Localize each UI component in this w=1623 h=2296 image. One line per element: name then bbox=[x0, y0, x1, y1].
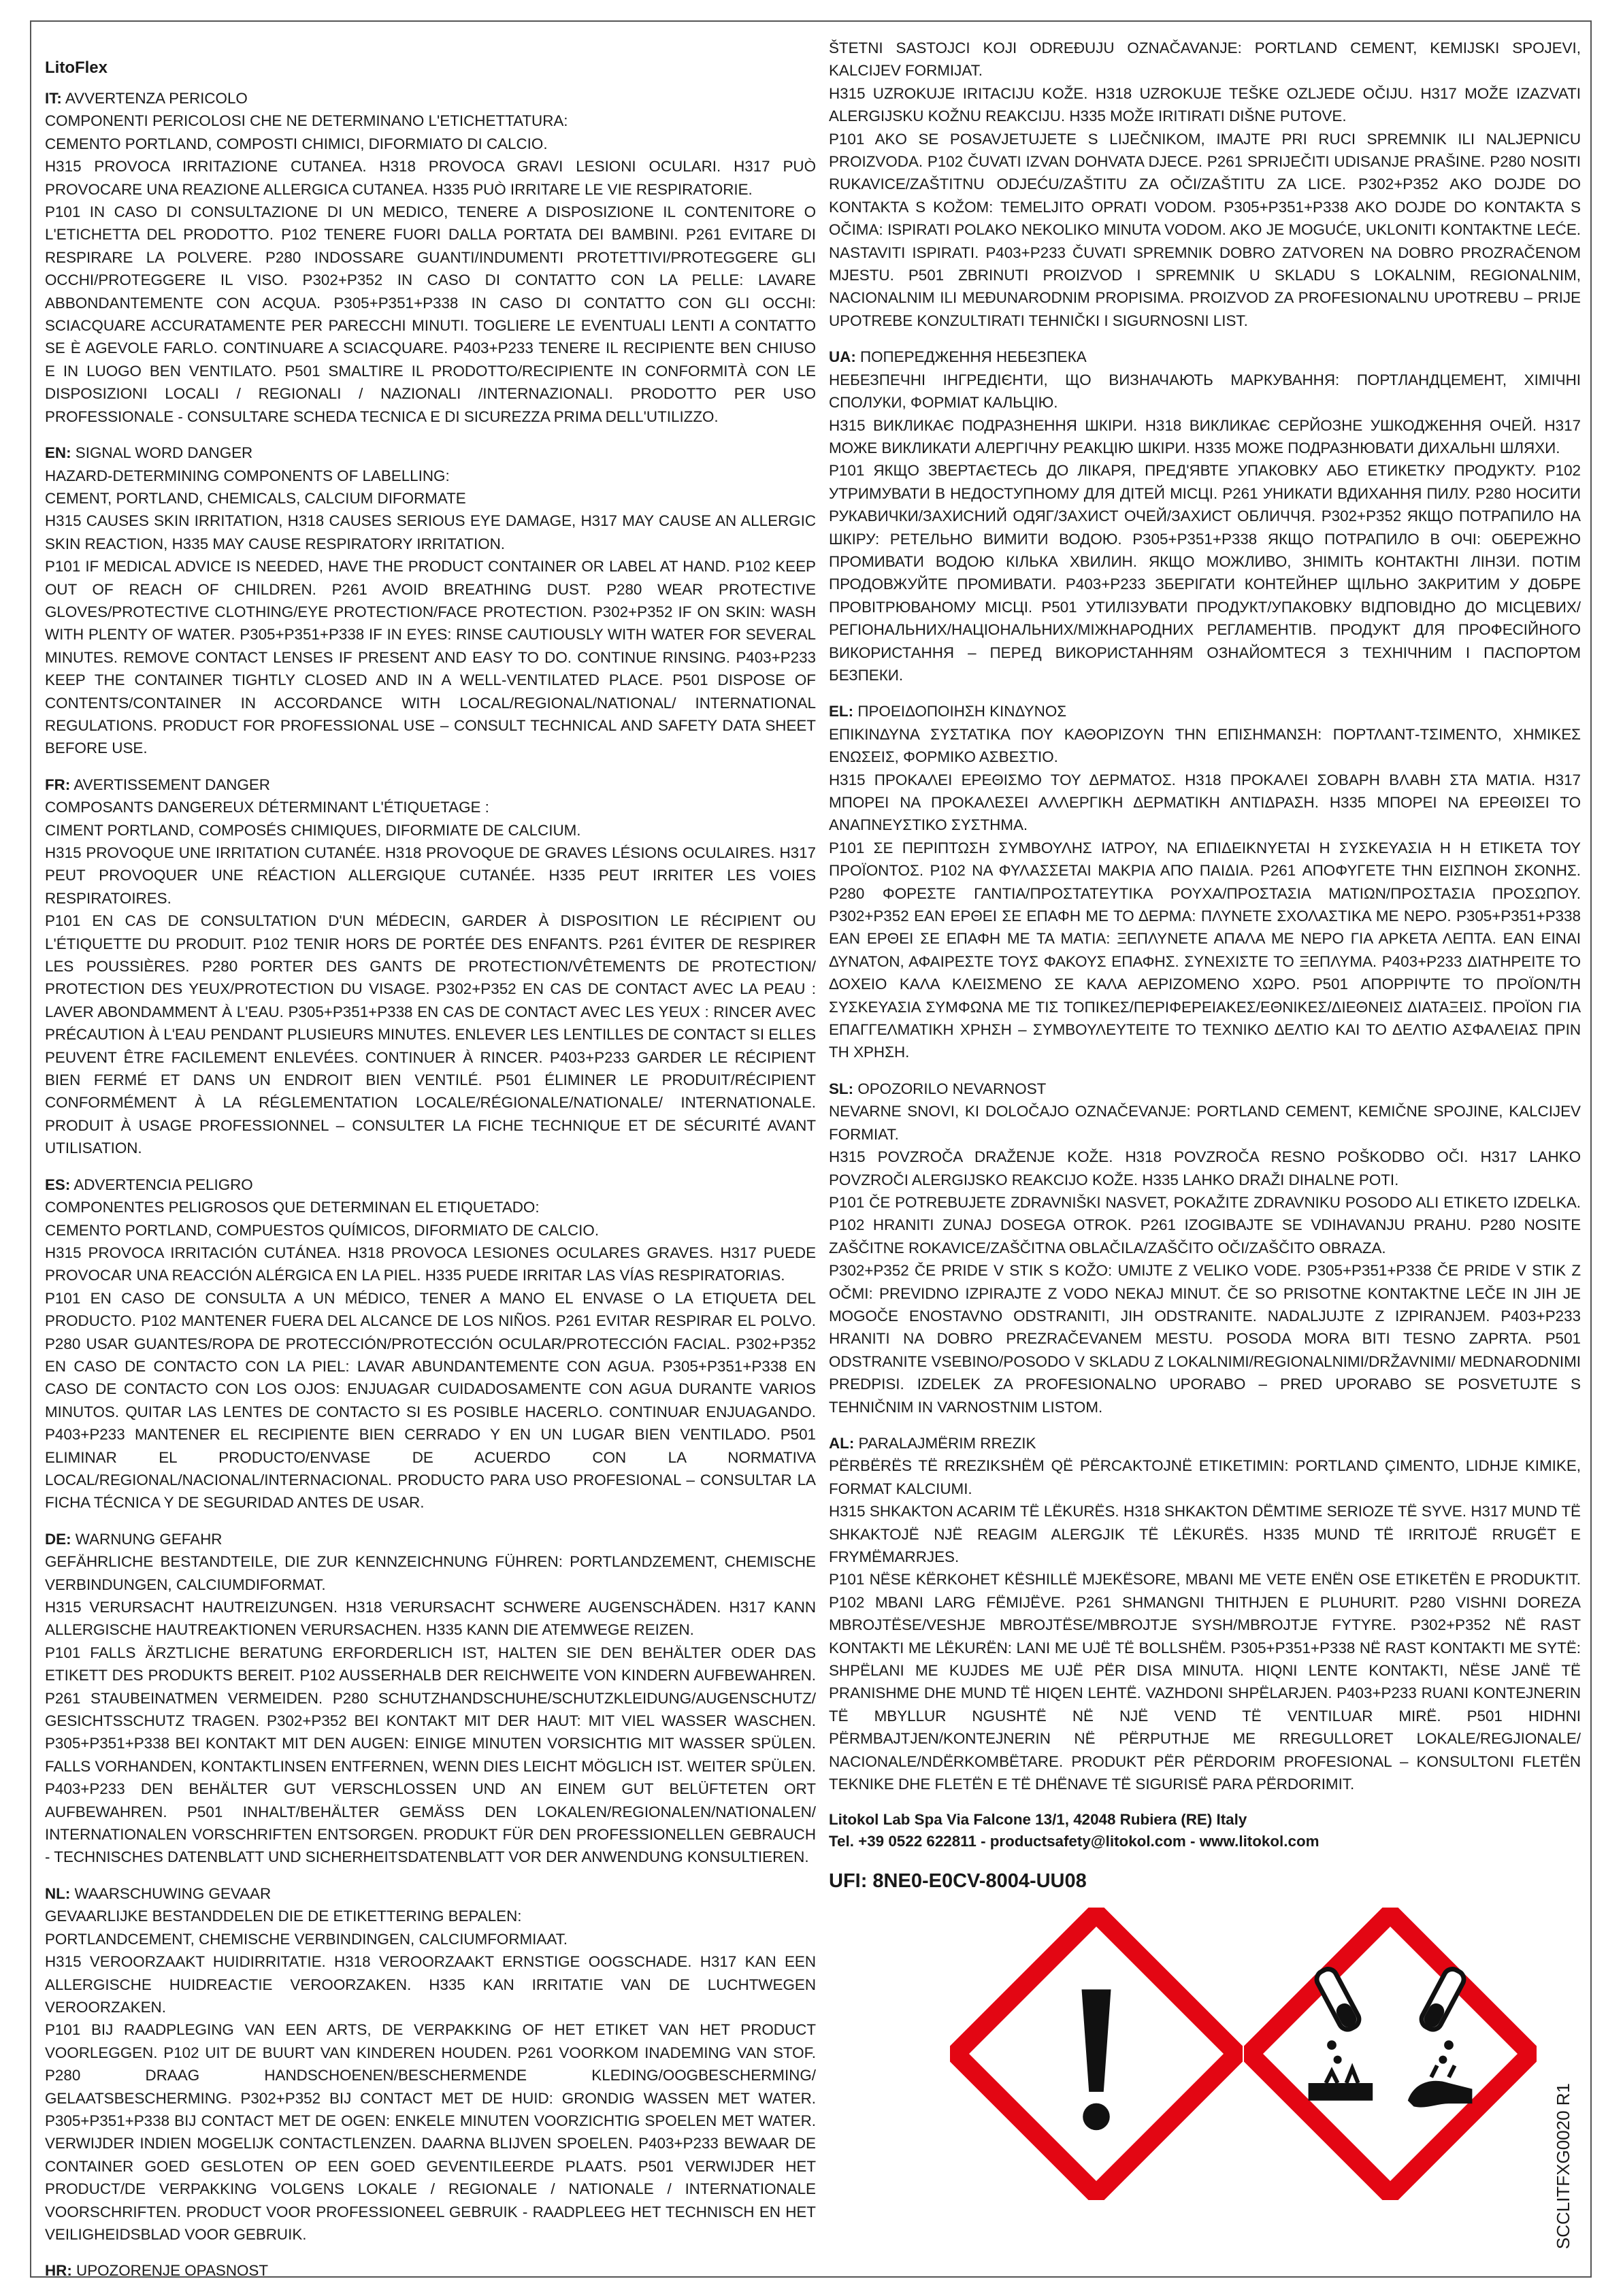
hazard-text: H315 VERURSACHT HAUTREIZUNGEN. H318 VERURSACHT SCHWERE AUGENSCHÄDEN. H317 KANN ALLERGISCHE HAUTREAKTIONEN VERURSACHEN. H335 KANN DIE ATEMWEGE REIZEN. bbox=[45, 1599, 816, 1639]
left-column bbox=[45, 37, 816, 2296]
language-code: EL: bbox=[829, 703, 854, 720]
hazard-text: H315 PROVOCA IRRITACIÓN CUTÁNEA. H318 PROVOCA LESIONES OCULARES GRAVES. H317 PUEDE PROVOCAR UNA REACCIÓN ALÉRGICA EN LA PIEL. H335 PUEDE IRRITAR LAS VÍAS RESPIRATORIAS. bbox=[45, 1244, 816, 1284]
hazard-text: CEMENTO PORTLAND, COMPUESTOS QUÍMICOS, DIFORMIATO DE CALCIO. bbox=[45, 1221, 600, 1239]
hazard-text: COMPONENTI PERICOLOSI CHE NE DETERMINANO L'ETICHETTATURA: bbox=[45, 112, 568, 130]
signal-word: AVVERTENZA PERICOLO bbox=[65, 90, 248, 107]
exclamation-mark-icon bbox=[950, 1908, 1243, 2200]
hazard-text: H315 VEROORZAAKT HUIDIRRITATIE. H318 VEROORZAAKT ERNSTIGE OOGSCHADE. H317 KAN EEN ALLERGISCHE HUIDREACTIE VEROORZAKEN. H335 KAN IRRITATIE VAN DE LUCHTWEGEN VEROORZAKEN. bbox=[45, 1953, 816, 2016]
document-code: SCCLITFXG0020 R1 bbox=[1553, 2082, 1573, 2249]
section-hr bbox=[45, 2259, 816, 2282]
ufi-code: UFI: 8NE0-E0CV-8004-UU08 bbox=[829, 1870, 1087, 1893]
hazard-text: P101 NËSE KËRKOHET KËSHILLË MJEKËSORE, MBANI ME VETE ENËN OSE ETIKETËN E PRODUKTIT. P102 MBANI LARG FËMIJËVE. P261 SHMANGNI THITHJEN E PLUHURIT. P280 VISHNI DOREZA MBROJTËSE/VESHJE MBROJTËSE/MBROJTJE SYSH/MBROJTJE FYTYRE. P302+P352 NË RAST KONTAKTI ME LËKURËN: LANI ME UJË TË BOLLSHËM. P305+P351+P338 NË RAST KONTAKTI ME SYTË: SHPËLANI ME KUJDES ME UJË PËR DISA MINUTA. HIQNI LENTE KONTAKTI, NËSE JANË TË PRANISHME DHE MUND TË HIQEN LEHTË. VAZHDONI SHPËLARJEN. P403+P233 RUANI KONTEJNERIN TË MBYLLUR NGUSHTË NË NJË VEND TË VENTILUAR MIRË. P501 HIDHNI PËRMBAJTJEN/KONTEJNERIN NË PËRPUTHJE ME RREGULLORET LOKALE/REGJIONALE/ NACIONALE/NDËRKOMBËTARE. PRODUKT PËR PËRDORIM PROFESIONAL – KONSULTONI FLETËN TEKNIKE DHE FLETËN E TË DHËNAVE TË SIGURISË PARA PËRDORIMIT. bbox=[829, 1571, 1581, 1793]
section-sl bbox=[829, 1078, 1581, 1418]
section-heading bbox=[45, 442, 816, 464]
signal-word: PARALAJMËRIM RREZIK bbox=[858, 1434, 1036, 1452]
hazard-text: P101 EN CAS DE CONSULTATION D'UN MÉDECIN, GARDER À DISPOSITION LE RÉCIPIENT OU L'ÉTIQUETTE DU PRODUIT. P102 TENIR HORS DE PORTÉE DES ENFANTS. P261 ÉVITER DE RESPIRER LES POUSSIÈRES. P280 PORTER DES GANTS DE PROTECTION/VÊTEMENTS DE PROTECTION/ PROTECTION DES YEUX/PROTECTION DU VISAGE. P302+P352 EN CAS DE CONTACT AVEC LA PEAU : LAVER ABONDAMMENT À L'EAU. P305+P351+P338 EN CAS DE CONTACT AVEC LES YEUX : RINCER AVEC PRÉCAUTION À L'EAU PENDANT PLUSIEURS MINUTES. ENLEVER LES LENTILLES DE CONTACT SI ELLES PEUVENT ÊTRE FACILEMENT ENLEVÉES. CONTINUER À RINCER. P403+P233 GARDER LE RÉCIPIENT BIEN FERMÉ ET DANS UN ENDROIT BIEN VENTILÉ. P501 ÉLIMINER LE PRODUIT/RÉCIPIENT CONFORMÉMENT À LA RÉGLEMENTATION LOCALE/RÉGIONALE/NATIONALE/ INTERNATIONALE. PRODUIT À USAGE PROFESSIONNEL – CONSULTER LA FICHE TECHNIQUE ET DE SÉCURITÉ AVANT UTILISATION. bbox=[45, 912, 816, 1157]
hazard-text: P101 ČE POTREBUJETE ZDRAVNIŠKI NASVET, POKAŽITE ZDRAVNIKU POSODO ALI ETIKETO IZDELKA. P102 HRANITI ZUNAJ DOSEGA OTROK. P261 IZOGIBAJTE SE VDIHAVANJU PRAHU. P280 NOSITE ZAŠČITNE ROKAVICE/ZAŠČITNA OBLAČILA/ZAŠČITO OČI/ZAŠČITO OBRAZA. bbox=[829, 1193, 1581, 1257]
hazard-text: P101 IF MEDICAL ADVICE IS NEEDED, HAVE THE PRODUCT CONTAINER OR LABEL AT HAND. P102 KEEP OUT OF REACH OF CHILDREN. P261 AVOID BREATHING DUST. P280 WEAR PROTECTIVE GLOVES/PROTECTIVE CLOTHING/EYE PROTECTION/FACE PROTECTION. P302+P352 IF ON SKIN: WASH WITH PLENTY OF WATER. P305+P351+P338 IF IN EYES: RINSE CAUTIOUSLY WITH WATER FOR SEVERAL MINUTES. REMOVE CONTACT LENSES IF PRESENT AND EASY TO DO. CONTINUE RINSING. P403+P233 KEEP THE CONTAINER TIGHTLY CLOSED AND IN A WELL-VENTILATED PLACE. P501 DISPOSE OF CONTENTS/CONTAINER IN ACCORDANCE WITH LOCAL/REGIONAL/NATIONAL/ INTERNATIONAL REGULATIONS. PRODUCT FOR PROFESSIONAL USE – CONSULT TECHNICAL AND SAFETY DATA SHEET BEFORE USE. bbox=[45, 558, 816, 757]
hazard-text: H315 CAUSES SKIN IRRITATION, H318 CAUSES SERIOUS EYE DAMAGE, H317 MAY CAUSE AN ALLERGIC SKIN REACTION, H335 MAY CAUSE RESPIRATORY IRRITATION. bbox=[45, 512, 816, 552]
section-it bbox=[45, 87, 816, 428]
language-code: AL: bbox=[829, 1434, 855, 1452]
signal-word: ΠΡΟΕΙΔΟΠΟΙΗΣΗ ΚΙΝΔΥΝΟΣ bbox=[857, 703, 1067, 720]
signal-word: OPOZORILO NEVARNOST bbox=[857, 1080, 1047, 1097]
hazard-pictograms bbox=[829, 1908, 1581, 2261]
section-el bbox=[829, 700, 1581, 1064]
section-de bbox=[45, 1528, 816, 1869]
hazard-text: H315 PROVOQUE UNE IRRITATION CUTANÉE. H318 PROVOQUE DE GRAVES LÉSIONS OCULAIRES. H317 PEUT PROVOQUER UNE RÉACTION ALLERGIQUE CUTANÉE. H335 PEUT IRRITER LES VOIES RESPIRATOIRES. bbox=[45, 844, 816, 907]
signal-word: UPOZORENJE OPASNOST bbox=[76, 2262, 269, 2280]
hazard-text: P101 ΣΕ ΠΕΡΙΠΤΩΣΗ ΣΥΜΒΟΥΛΗΣ ΙΑΤΡΟΥ, ΝΑ ΕΠΙΔΕΙΚΝΥΕΤΑΙ Η ΣΥΣΚΕΥΑΣΙΑ Η Η ΕΤΙΚΕΤΑ ΤΟΥ ΠΡΟΪΟΝΤΟΣ. P102 ΝΑ ΦΥΛΑΣΣΕΤΑΙ ΜΑΚΡΙΑ ΑΠΟ ΠΑΙΔΙΑ. P261 ΑΠΟΦΥΓΕΤΕ ΤΗΝ ΕΙΣΠΝΟΗ ΣΚΟΝΗΣ. P280 ΦΟΡΕΣΤΕ ΓΑΝΤΙΑ/ΠΡΟΣΤΑΤΕΥΤΙΚΑ ΡΟΥΧΑ/ΠΡΟΣΤΑΣΙΑ ΜΑΤΙΩΝ/ΠΡΟΣΤΑΣΙΑ ΠΡΟΣΩΠΟΥ. P302+P352 ΕΑΝ ΕΡΘΕΙ ΣΕ ΕΠΑΦΗ ΜΕ ΤΟ ΔΕΡΜΑ: ΠΛΥΝΕΤΕ ΣΧΟΛΑΣΤΙΚΑ ΜΕ ΝΕΡΟ. P305+P351+P338 ΕΑΝ ΕΡΘΕΙ ΣΕ ΕΠΑΦΗ ΜΕ ΤΑ ΜΑΤΙΑ: ΞΕΠΛΥΝΕΤΕ ΑΠΑΛΑ ΜΕ ΝΕΡΟ ΓΙΑ ΑΡΚΕΤΑ ΛΕΠΤΑ. ΕΑΝ ΕΙΝΑΙ ΔΥΝΑΤΟΝ, ΑΦΑΙΡΕΣΤΕ ΤΟΥΣ ΦΑΚΟΥΣ ΕΠΑΦΗΣ. ΣΥΝΕΧΙΣΤΕ ΤΟ ΞΕΠΛΥΜΑ. P403+P233 ΔΙΑΤΗΡΕΙΤΕ ΤΟ ΔΟΧΕΙΟ ΚΑΛΑ ΚΛΕΙΣΜΕΝΟ ΣΕ ΚΑΛΑ ΑΕΡΙΖΟΜΕΝΟ ΧΩΡΟ. P501 ΑΠΟΡΡΙΨΤΕ ΤΟ ΠΡΟΪΟΝ/ΤΗ ΣΥΣΚΕΥΑΣΙΑ ΣΥΜΦΩΝΑ ΜΕ ΤΙΣ ΤΟΠΙΚΕΣ/ΠΕΡΙΦΕΡΕΙΑΚΕΣ/ΕΘΝΙΚΕΣ/ΔΙΕΘΝΕΙΣ ΔΙΑΤΑΞΕΙΣ. ΠΡΟΪΟΝ ΓΙΑ ΕΠΑΓΓΕΛΜΑΤΙΚΗ ΧΡΗΣΗ – ΣΥΜΒΟΥΛΕΥΤΕΙΤΕ ΤΟ ΤΕΧΝΙΚΟ ΔΕΛΤΙΟ ΚΑΙ ΤΟ ΔΕΛΤΙΟ ΑΣΦΑΛΕΙΑΣ ΠΡΙΝ ΤΗ ΧΡΗΣΗ. bbox=[829, 839, 1581, 1061]
section-heading bbox=[45, 87, 816, 110]
section-en bbox=[45, 442, 816, 760]
language-code: DE: bbox=[45, 1530, 71, 1548]
hazard-text: PËRBËRËS TË RREZIKSHËM QË PËRCAKTOJNË ETIKETIMIN: PORTLAND ÇIMENTO, LIDHJE KIMIKE, FORMAT KALCIUMI. bbox=[829, 1457, 1581, 1497]
section-hr-cont bbox=[829, 37, 1581, 332]
hazard-text: CIMENT PORTLAND, COMPOSÉS CHIMIQUES, DIFORMIATE DE CALCIUM. bbox=[45, 821, 581, 839]
signal-word: SIGNAL WORD DANGER bbox=[75, 444, 253, 462]
section-heading bbox=[829, 700, 1581, 722]
left-sections bbox=[45, 87, 816, 2282]
hazard-text: P101 ЯКЩО ЗВЕРТАЄТЕСЬ ДО ЛІКАРЯ, ПРЕД'ЯВТЕ УПАКОВКУ АБО ЕТИКЕТКУ ПРОДУКТУ. P102 УТРИМУВАТИ В НЕДОСТУПНОМУ ДЛЯ ДІТЕЙ МІСЦІ. P261 УНИКАТИ ВДИХАННЯ ПИЛУ. P280 НОСИТИ РУКАВИЧКИ/ЗАХИСНИЙ ОДЯГ/ЗАХИСТ ОЧЕЙ/ЗАХИСТ ОБЛИЧЧЯ. P302+P352 ЯКЩО ПОТРАПИЛО НА ШКІРУ: РЕТЕЛЬНО ВИМИТИ ВОДОЮ. P305+P351+P338 ЯКЩО ПОТРАПИЛО В ОЧІ: ОБЕРЕЖНО ПРОМИВАТИ ВОДОЮ КІЛЬКА ХВИЛИН. ЯКЩО МОЖЛИВО, ЗНІМІТЬ КОНТАКТНІ ЛІНЗИ. ПОТІМ ПРОДОВЖУЙТЕ ПРОМИВАТИ. P403+P233 ЗБЕРІГАТИ КОНТЕЙНЕР ЩІЛЬНО ЗАКРИТИМ У ДОБРЕ ПРОВІТРЮВАНОМУ МІСЦІ. P501 УТИЛІЗУВАТИ ПРОДУКТ/УПАКОВКУ ВІДПОВІДНО ДО МІСЦЕВИХ/РЕГІОНАЛЬНИХ/НАЦІОНАЛЬНИХ/МІЖНАРОДНИХ РЕГЛАМЕНТІВ. ПРОДУКТ ДЛЯ ПРОФЕСІЙНОГО ВИКОРИСТАННЯ – ПЕРЕД ВИКОРИСТАННЯМ ОЗНАЙОМТЕСЯ З ТЕХНІЧНИМ І ПАСПОРТОМ БЕЗПЕКИ. bbox=[829, 462, 1581, 684]
hazard-text: GEVAARLIJKE BESTANDDELEN DIE DE ETIKETTERING BEPALEN: bbox=[45, 1908, 522, 1925]
section-ua bbox=[829, 346, 1581, 686]
language-code: UA: bbox=[829, 348, 856, 366]
hazard-text: CEMENT, PORTLAND, CHEMICALS, CALCIUM DIFORMATE bbox=[45, 489, 466, 507]
hazard-text: NEVARNE SNOVI, KI DOLOČAJO OZNAČEVANJE: PORTLAND CEMENT, KEMIČNE SPOJINE, KALCIJEV FORMIAT. bbox=[829, 1103, 1581, 1143]
section-nl bbox=[45, 1882, 816, 2246]
signal-word: ADVERTENCIA PELIGRO bbox=[73, 1176, 253, 1193]
right-sections bbox=[829, 37, 1581, 1795]
section-heading bbox=[829, 1078, 1581, 1100]
hazard-text: ΕΠΙΚΙΝΔΥΝΑ ΣΥΣΤΑΤΙΚΑ ΠΟΥ ΚΑΘΟΡΙΖΟΥΝ ΤΗΝ ΕΠΙΣΗΜΑΝΣΗ: ΠΟΡΤΛΑΝΤ-ΤΣΙΜΕΝΤΟ, ΧΗΜΙΚΕΣ ΕΝΩΣΕΙΣ, ΦΟΡΜΙΚΟ ΑΣΒΕΣΤΙΟ. bbox=[829, 725, 1581, 766]
label-frame bbox=[30, 20, 1592, 2278]
hazard-text: H315 SHKAKTON ACARIM TË LËKURËS. H318 SHKAKTON DËMTIME SERIOZE TË SYVE. H317 MUND TË SHKAKTOJË NJË REAGIM ALERGJIK TË LËKURËS. H335 MUND TË IRRITOJË RRUGËT E FRYMËMARRJES. bbox=[829, 1503, 1581, 1565]
section-fr bbox=[45, 773, 816, 1160]
hazard-text: COMPONENTES PELIGROSOS QUE DETERMINAN EL ETIQUETADO: bbox=[45, 1199, 540, 1216]
section-heading bbox=[45, 1174, 816, 1196]
hazard-text: НЕБЕЗПЕЧНІ ІНГРЕДІЄНТИ, ЩО ВИЗНАЧАЮТЬ МАРКУВАННЯ: ПОРТЛАНДЦЕМЕНТ, ХІМІЧНІ СПОЛУКИ, ФОРМІАТ КАЛЬЦІЮ. bbox=[829, 371, 1581, 412]
hazard-text: P101 IN CASO DI CONSULTAZIONE DI UN MEDICO, TENERE A DISPOSIZIONE IL CONTENITORE O L'ETICHETTA DEL PRODOTTO. P102 TENERE FUORI DALLA PORTATA DEI BAMBINI. P261 EVITARE DI RESPIRARE LA POLVERE. P280 INDOSSARE GUANTI/INDUMENTI PROTETTIVI/PROTEGGERE GLI OCCHI/PROTEGGERE IL VISO. P302+P352 IN CASO DI CONTATTO CON LA PELLE: LAVARE ABBONDANTEMENTE CON ACQUA. P305+P351+P338 IN CASO DI CONTATTO CON GLI OCCHI: SCIACQUARE ACCURATAMENTE PER PARECCHI MINUTI. TOGLIERE LE EVENTUALI LENTI A CONTATTO SE È AGEVOLE FARLO. CONTINUARE A SCIACQUARE. P403+P233 TENERE IL RECIPIENTE BEN CHIUSO E IN LUOGO BEN VENTILATO. P501 SMALTIRE IL PRODOTTO/RECIPIENTE IN CONFORMITÀ CON LE DISPOSIZIONI LOCALI / REGIONALI / NAZIONALI /INTERNAZIONALI. PRODOTTO PER USO PROFESSIONALE - CONSULTARE SCHEDA TECNICA E DI SICUREZZA PRIMA DELL'UTILIZZO. bbox=[45, 203, 816, 425]
hazard-text: ŠTETNI SASTOJCI KOJI ODREĐUJU OZNAČAVANJE: PORTLAND CEMENT, KEMIJSKI SPOJEVI, KALCIJEV FORMIJAT. bbox=[829, 39, 1581, 80]
hazard-text: H315 POVZROČA DRAŽENJE KOŽE. H318 POVZROČA RESNO POŠKODBO OČI. H317 LAHKO POVZROČI ALERGIJSKO REAKCIJO KOŽE. H335 LAHKO DRAŽI DIHALNE POTI. bbox=[829, 1148, 1581, 1188]
company-contacts: Tel. +39 0522 622811 - productsafety@litokol.com - www.litokol.com bbox=[829, 1833, 1319, 1850]
hazard-text: CEMENTO PORTLAND, COMPOSTI CHIMICI, DIFORMIATO DI CALCIO. bbox=[45, 135, 548, 152]
section-al bbox=[829, 1432, 1581, 1796]
right-column bbox=[829, 37, 1581, 1893]
hazard-text: HAZARD-DETERMINING COMPONENTS OF LABELLING: bbox=[45, 467, 450, 484]
corrosion-icon bbox=[1244, 1908, 1537, 2200]
company-info bbox=[829, 1809, 1581, 1852]
hazard-text: H315 ВИКЛИКАЄ ПОДРАЗНЕННЯ ШКІРИ. H318 ВИКЛИКАЄ СЕРЙОЗНЕ УШКОДЖЕННЯ ОЧЕЙ. H317 МОЖЕ ВИКЛИКАТИ АЛЕРГІЧНУ РЕАКЦІЮ ШКІРИ. H335 МОЖЕ ПОДРАЗНЮВАТИ ДИХАЛЬНІ ШЛЯХИ. bbox=[829, 416, 1581, 456]
language-code: FR: bbox=[45, 776, 71, 793]
language-code: EN: bbox=[45, 444, 71, 462]
signal-word: WARNUNG GEFAHR bbox=[75, 1530, 223, 1548]
section-heading bbox=[45, 2259, 816, 2282]
signal-word: ПОПЕРЕДЖЕННЯ НЕБЕЗПЕКА bbox=[860, 348, 1087, 366]
hazard-text: P101 AKO SE POSAVJETUJETE S LIJEČNIKOM, IMAJTE PRI RUCI SPREMNIK ILI NALJEPNICU PROIZVODA. P102 ČUVATI IZVAN DOHVATA DJECE. P261 SPRIJEČITI UDISANJE PRAŠINE. P280 NOSITI RUKAVICE/ZAŠTITNU ODJEĆU/ZAŠTITU ZA OČI/ZAŠTITU ZA LICE. P302+P352 AKO DOJDE DO KONTAKTA S KOŽOM: TEMELJITO OPRATI VODOM. P305+P351+P338 AKO DOJDE DO KONTAKTA S OČIMA: ISPIRATI POLAKO NEKOLIKO MINUTA VODOM. AKO JE MOGUĆE, UKLONITI KONTAKTNE LEĆE. NASTAVITI ISPIRATI. P403+P233 ČUVATI SPREMNIK DOBRO ZATVOREN NA DOBRO PROZRAČENOM MJESTU. P501 ZBRINUTI PROIZVOD I SPREMNIK U SKLADU S LOKALNIM, REGIONALNIM, NACIONALNIM ILI MEĐUNARODNIM PROPISIMA. PROIZVOD ZA PROFESIONALNU UPOTREBU – PRIJE UPOTREBE KONZULTIRATI TEHNIČKI I SIGURNOSNI LIST. bbox=[829, 130, 1581, 329]
section-es bbox=[45, 1174, 816, 1514]
language-code: HR: bbox=[45, 2262, 72, 2280]
hazard-text: H315 ΠΡΟΚΑΛΕΙ ΕΡΕΘΙΣΜΟ ΤΟΥ ΔΕΡΜΑΤΟΣ. H318 ΠΡΟΚΑΛΕΙ ΣΟΒΑΡΗ ΒΛΑΒΗ ΣΤΑ ΜΑΤΙΑ. H317 ΜΠΟΡΕΙ ΝΑ ΠΡΟΚΑΛΕΣΕΙ ΑΛΛΕΡΓΙΚΗ ΔΕΡΜΑΤΙΚΗ ΑΝΤΙΔΡΑΣΗ. H335 ΜΠΟΡΕΙ ΝΑ ΕΡΕΘΙΣΕΙ ΤΟ ΑΝΑΠΝΕΥΣΤΙΚΟ ΣΥΣΤΗΜΑ. bbox=[829, 771, 1581, 834]
section-heading bbox=[45, 1882, 816, 1905]
hazard-text: PORTLANDCEMENT, CHEMISCHE VERBINDINGEN, CALCIUMFORMIAAT. bbox=[45, 1930, 568, 1948]
hazard-text: P101 EN CASO DE CONSULTA A UN MÉDICO, TENER A MANO EL ENVASE O LA ETIQUETA DEL PRODUCTO. P102 MANTENER FUERA DEL ALCANCE DE LOS NIÑOS. P261 EVITAR RESPIRAR EL POLVO. P280 USAR GUANTES/ROPA DE PROTECCIÓN/PROTECCIÓN OCULAR/PROTECCIÓN FACIAL. P302+P352 EN CASO DE CONTACTO CON LA PIEL: LAVAR ABUNDANTEMENTE CON AGUA. P305+P351+P338 EN CASO DE CONTACTO CON LOS OJOS: ENJUAGAR CUIDADOSAMENTE CON AGUA DURANTE VARIOS MINUTOS. QUITAR LAS LENTES DE CONTACTO SI ES POSIBLE HACERLO. CONTINUAR ENJUAGANDO. P403+P233 MANTENER EL RECIPIENTE BIEN CERRADO Y EN UN LUGAR BIEN VENTILADO. P501 ELIMINAR EL PRODUCTO/ENVASE DE ACUERDO CON LA NORMATIVA LOCAL/REGIONAL/NACIONAL/INTERNACIONAL. PRODUCTO PARA USO PROFESIONAL – CONSULTAR LA FICHA TÉCNICA Y DE SEGURIDAD ANTES DE USAR. bbox=[45, 1289, 816, 1512]
signal-word: WAARSCHUWING GEVAAR bbox=[74, 1884, 272, 1902]
hazard-text: P302+P352 ČE PRIDE V STIK S KOŽO: UMIJTE Z VELIKO VODE. P305+P351+P338 ČE PRIDE V STIK Z OČMI: PREVIDNO IZPIRAJTE Z VODO NEKAJ MINUT. ČE SO PRISOTNE KONTAKTNE LEČE IN JIH JE MOGOČE ENOSTAVNO ODSTRANITI, JIH ODSTRANITE. NADALJUJTE Z IZPIRANJEM. P403+P233 HRANITI NA DOBRO PREZRAČEVANEM MESTU. POSODA MORA BITI TESNO ZAPRTA. P501 ODSTRANITE VSEBINO/POSODO V SKLADU Z LOKALNIMI/REGIONALNIMI/DRŽAVNIMI/ MEDNARODNIMI PREDPISI. IZDELEK ZA PROFESIONALNO UPORABO – PRED UPORABO SE POSVETUJTE S TEHNIČNIM IN VARNOSTNIM LISTOM. bbox=[829, 1262, 1581, 1416]
language-code: SL: bbox=[829, 1080, 854, 1097]
section-heading bbox=[45, 773, 816, 796]
hazard-text: GEFÄHRLICHE BESTANDTEILE, DIE ZUR KENNZEICHNUNG FÜHREN: PORTLANDZEMENT, CHEMISCHE VERBINDUNGEN, CALCIUMDIFORMAT. bbox=[45, 1553, 816, 1593]
hazard-text: P101 BIJ RAADPLEGING VAN EEN ARTS, DE VERPAKKING OF HET ETIKET VAN HET PRODUCT VOORLEGGEN. P102 UIT DE BUURT VAN KINDEREN HOUDEN. P261 VOORKOM INADEMING VAN STOF. P280 DRAAG HANDSCHOENEN/BESCHERMENDE KLEDING/OOGBESCHERMING/ GELAATSBESCHERMING. P302+P352 BIJ CONTACT MET DE HUID: GRONDIG WASSEN MET WATER. P305+P351+P338 BIJ CONTACT MET DE OGEN: ENKELE MINUTEN VOORZICHTIG SPOELEN MET WATER. VERWIJDER INDIEN MOGELIJK CONTACTLENZEN. DAARNA BLIJVEN SPOELEN. P403+P233 BEWAAR DE CONTAINER GOED GESLOTEN OP EEN GOED GEVENTILEERDE PLAATS. P501 VERWIJDER HET PRODUCT/DE VERPAKKING VOLGENS LOKALE / REGIONALE / NATIONALE / INTERNATIONALE VOORSCHRIFTEN. PRODUCT VOOR PROFESSIONEEL GEBRUIK - RAADPLEEG HET TECHNISCH EN HET VEILIGHEIDSBLAD VOOR GEBRUIK. bbox=[45, 2021, 816, 2243]
section-heading bbox=[829, 1432, 1581, 1454]
section-heading bbox=[45, 1528, 816, 1550]
hazard-text: H315 UZROKUJE IRITACIJU KOŽE. H318 UZROKUJE TEŠKE OZLJEDE OČIJU. H317 MOŽE IZAZVATI ALERGIJSKU KOŽNU REAKCIJU. H335 MOŽE IRITIRATI DIŠNE PUTOVE. bbox=[829, 84, 1581, 125]
product-title: LitoFlex bbox=[45, 59, 108, 77]
hazard-text: H315 PROVOCA IRRITAZIONE CUTANEA. H318 PROVOCA GRAVI LESIONI OCULARI. H317 PUÒ PROVOCARE UNA REAZIONE ALLERGICA CUTANEA. H335 PUÒ IRRITARE LE VIE RESPIRATORIE. bbox=[45, 158, 816, 198]
signal-word: AVERTISSEMENT DANGER bbox=[73, 776, 270, 793]
language-code: ES: bbox=[45, 1176, 71, 1193]
language-code: IT: bbox=[45, 90, 62, 107]
hazard-text: COMPOSANTS DANGEREUX DÉTERMINANT L'ÉTIQUETAGE : bbox=[45, 799, 489, 816]
hazard-text: P101 FALLS ÄRZTLICHE BERATUNG ERFORDERLICH IST, HALTEN SIE DEN BEHÄLTER ODER DAS ETIKETT DES PRODUKTS BEREIT. P102 AUSSERHALB DER REICHWEITE VON KINDERN AUFBEWAHREN. P261 STAUBEINATMEN VERMEIDEN. P280 SCHUTZHANDSCHUHE/SCHUTZKLEIDUNG/AUGENSCHUTZ/ GESICHTSSCHUTZ TRAGEN. P302+P352 BEI KONTAKT MIT DER HAUT: MIT VIEL WASSER WASCHEN. P305+P351+P338 BEI KONTAKT MIT DEN AUGEN: EINIGE MINUTEN VORSICHTIG MIT WASSER SPÜLEN. FALLS VORHANDEN, KONTAKTLINSEN ENTFERNEN, WENN DIES LEICHT MÖGLICH IST. WEITER SPÜLEN. P403+P233 DEN BEHÄLTER GUT VERSCHLOSSEN UND AN EINEM GUT BELÜFTETEN ORT AUFBEWAHREN. P501 INHALT/BEHÄLTER GEMÄSS DEN LOKALEN/REGIONALEN/NATIONALEN/ INTERNATIONALEN VORSCHRIFTEN ENTSORGEN. PRODUKT FÜR DEN PROFESSIONELLEN GEBRAUCH - TECHNISCHES DATENBLATT UND SICHERHEITSDATENBLATT VOR DER ANWENDUNG KONSULTIEREN. bbox=[45, 1644, 816, 1866]
company-address: Litokol Lab Spa Via Falcone 13/1, 42048 Rubiera (RE) Italy bbox=[829, 1811, 1247, 1829]
language-code: NL: bbox=[45, 1884, 71, 1902]
section-heading bbox=[829, 346, 1581, 368]
